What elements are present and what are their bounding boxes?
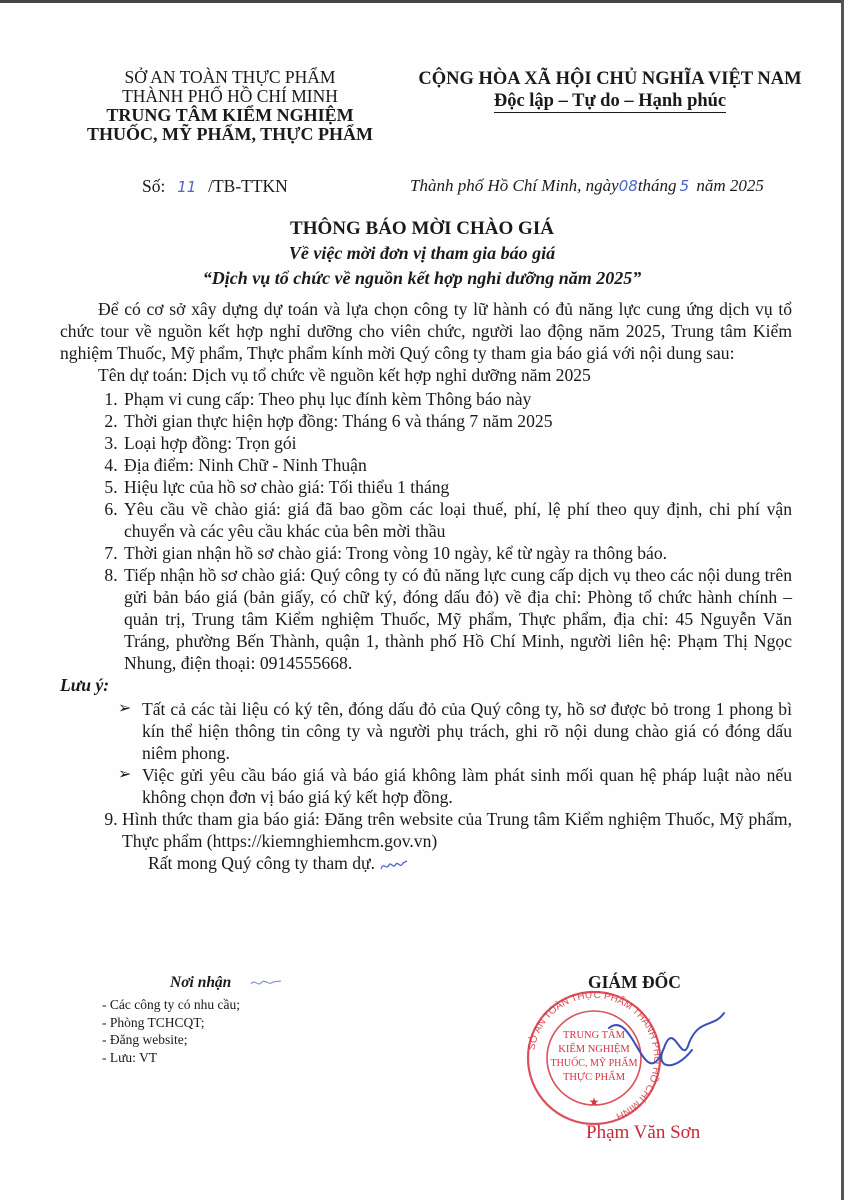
list-item: - Phòng TCHCQT; (102, 1014, 205, 1030)
signature-title: GIÁM ĐỐC (588, 972, 681, 992)
initials-mark-icon (379, 857, 409, 873)
national-title: CỘNG HÒA XÃ HỘI CHỦ NGHĨA VIỆT NAM (418, 69, 802, 89)
note-item: ➢ Tất cả các tài liệu có ký tên, đóng dấu đỏ của Quý công ty, hồ sơ được bỏ trong 1 phong bì kín thể hiện thông tin công ty và người phụ trách, ghi rõ nội dung chào giá có đóng dấu niêm phong. (118, 699, 792, 763)
list-item: 3. Loại hợp đồng: Trọn gói (122, 432, 792, 454)
recipients-list (102, 996, 240, 1066)
list-item: 2. Thời gian thực hiện hợp đồng: Tháng 6 và tháng 7 năm 2025 (122, 410, 792, 432)
date-part3: năm 2025 (696, 176, 764, 195)
document-title: THÔNG BÁO MỜI CHÀO GIÁ (290, 218, 554, 239)
date-part1: Thành phố Hồ Chí Minh, ngày (410, 176, 619, 195)
intro-paragraph: Để có cơ sở xây dựng dự toán và lựa chọn công ty lữ hành có đủ năng lực cung ứng dịch vụ tổ chức tour về nguồn kết hợp nghỉ dưỡng cho viên chức, người lao động năm 2025, Trung tâm Kiểm nghiệm Thuốc, Mỹ phẩm, Thực phẩm kính mời Quý công ty tham gia báo giá với nội dung sau: (60, 299, 792, 363)
recipients-title: Nơi nhận (170, 974, 283, 992)
number-prefix: Số: (142, 176, 166, 196)
notes-list (60, 698, 792, 808)
note-item: ➢ Việc gửi yêu cầu báo giá và báo giá không làm phát sinh mối quan hệ pháp luật nào nếu không chọn đơn vị báo giá ký kết hợp đồng. (118, 765, 792, 807)
document-subtitle: Về việc mời đơn vị tham gia báo giá (288, 243, 556, 263)
svg-text:★: ★ (588, 1095, 600, 1109)
date-day: 08 (618, 177, 638, 195)
agency-name-line2: THUỐC, MỸ PHẨM, THỰC PHẨM (87, 124, 373, 144)
signer-name: Phạm Văn Sơn (586, 1122, 701, 1143)
list-item: 5. Hiệu lực của hồ sơ chào giá: Tối thiểu 1 tháng (122, 476, 792, 498)
closing-line: Rất mong Quý công ty tham dự. (60, 852, 792, 874)
svg-text:TRUNG TÂM: TRUNG TÂM (563, 1030, 625, 1041)
number-handwritten: 11 (177, 178, 197, 196)
requirements-list (60, 388, 792, 674)
agency-parent-line2: THÀNH PHỐ HỒ CHÍ MINH (122, 86, 338, 106)
national-header (400, 68, 820, 112)
document-date (410, 176, 764, 196)
scan-top-edge (0, 0, 844, 3)
list-item: 7. Thời gian nhận hồ sơ chào giá: Trong vòng 10 ngày, kể từ ngày ra thông báo. (122, 542, 792, 564)
document-body (60, 298, 792, 874)
list-item: 1. Phạm vi cung cấp: Theo phụ lục đính kèm Thông báo này (122, 388, 792, 410)
note-title: Lưu ý: (60, 675, 110, 695)
svg-text:KIỂM NGHIỆM: KIỂM NGHIỆM (558, 1044, 630, 1055)
estimate-name: Tên dự toán: Dịch vụ tổ chức về nguồn kết hợp nghỉ dưỡng năm 2025 (98, 365, 591, 385)
list-item: 9. Hình thức tham gia báo giá: Đăng trên website của Trung tâm Kiểm nghiệm Thuốc, Mỹ phẩm, Thực phẩm (https://kiemnghiemhcm.gov.vn) (122, 808, 792, 852)
agency-name-line1: TRUNG TÂM KIỂM NGHIỆM (106, 105, 354, 125)
arrow-bullet-icon: ➢ (118, 700, 132, 717)
date-part2: tháng (637, 176, 677, 195)
agency-header (60, 68, 400, 144)
list-item: - Các công ty có nhu cầu; (102, 997, 240, 1012)
list-item: 4. Địa điểm: Ninh Chữ - Ninh Thuận (122, 454, 792, 476)
list-item: - Lưu: VT (102, 1049, 158, 1065)
initials-mark-icon (249, 976, 283, 990)
agency-parent-line1: SỞ AN TOÀN THỰC PHẨM (124, 67, 336, 87)
list-item: 8. Tiếp nhận hồ sơ chào giá: Quý công ty có đủ năng lực cung cấp dịch vụ theo các nội dung trên gửi bản báo giá (bản giấy, có chữ ký, đóng dấu đỏ) về địa chỉ: Phòng tổ chức hành chính – quản trị, Trung tâm Kiểm nghiệm Thuốc, Mỹ phẩm, Thực phẩm, địa chỉ: 45 Nguyễn Văn Tráng, phường Bến Thành, quận 1, thành phố Hồ Chí Minh, người liên hệ: Phạm Thị Ngọc Nhung, điện thoại: 0914555668. (122, 564, 792, 674)
list-item: 6. Yêu cầu về chào giá: giá đã bao gồm các loại thuế, phí, lệ phí theo quy định, chi phí vận chuyển và các yêu cầu khác của bên mời thầu (122, 498, 792, 542)
document-number (142, 176, 288, 197)
number-suffix: /TB-TTKN (208, 176, 288, 196)
list-item: - Đăng website; (102, 1032, 188, 1047)
svg-text:SỞ AN TOÀN THỰC PHẨM THÀNH PHỐ: SỞ AN TOÀN THỰC PHẨM THÀNH PHỐ HỒ CHÍ MINH (526, 989, 663, 1122)
requirements-list-continued (60, 808, 792, 852)
service-name: “Dịch vụ tổ chức về nguồn kết hợp nghỉ dưỡng năm 2025” (202, 268, 642, 288)
svg-text:THUỐC, MỸ PHẨM: THUỐC, MỸ PHẨM (550, 1058, 638, 1069)
date-month: 5 (679, 177, 690, 195)
svg-text:THỰC PHẨM: THỰC PHẨM (562, 1072, 626, 1083)
arrow-bullet-icon: ➢ (118, 766, 132, 783)
national-motto: Độc lập – Tự do – Hạnh phúc (493, 91, 727, 111)
official-stamp (514, 988, 744, 1128)
